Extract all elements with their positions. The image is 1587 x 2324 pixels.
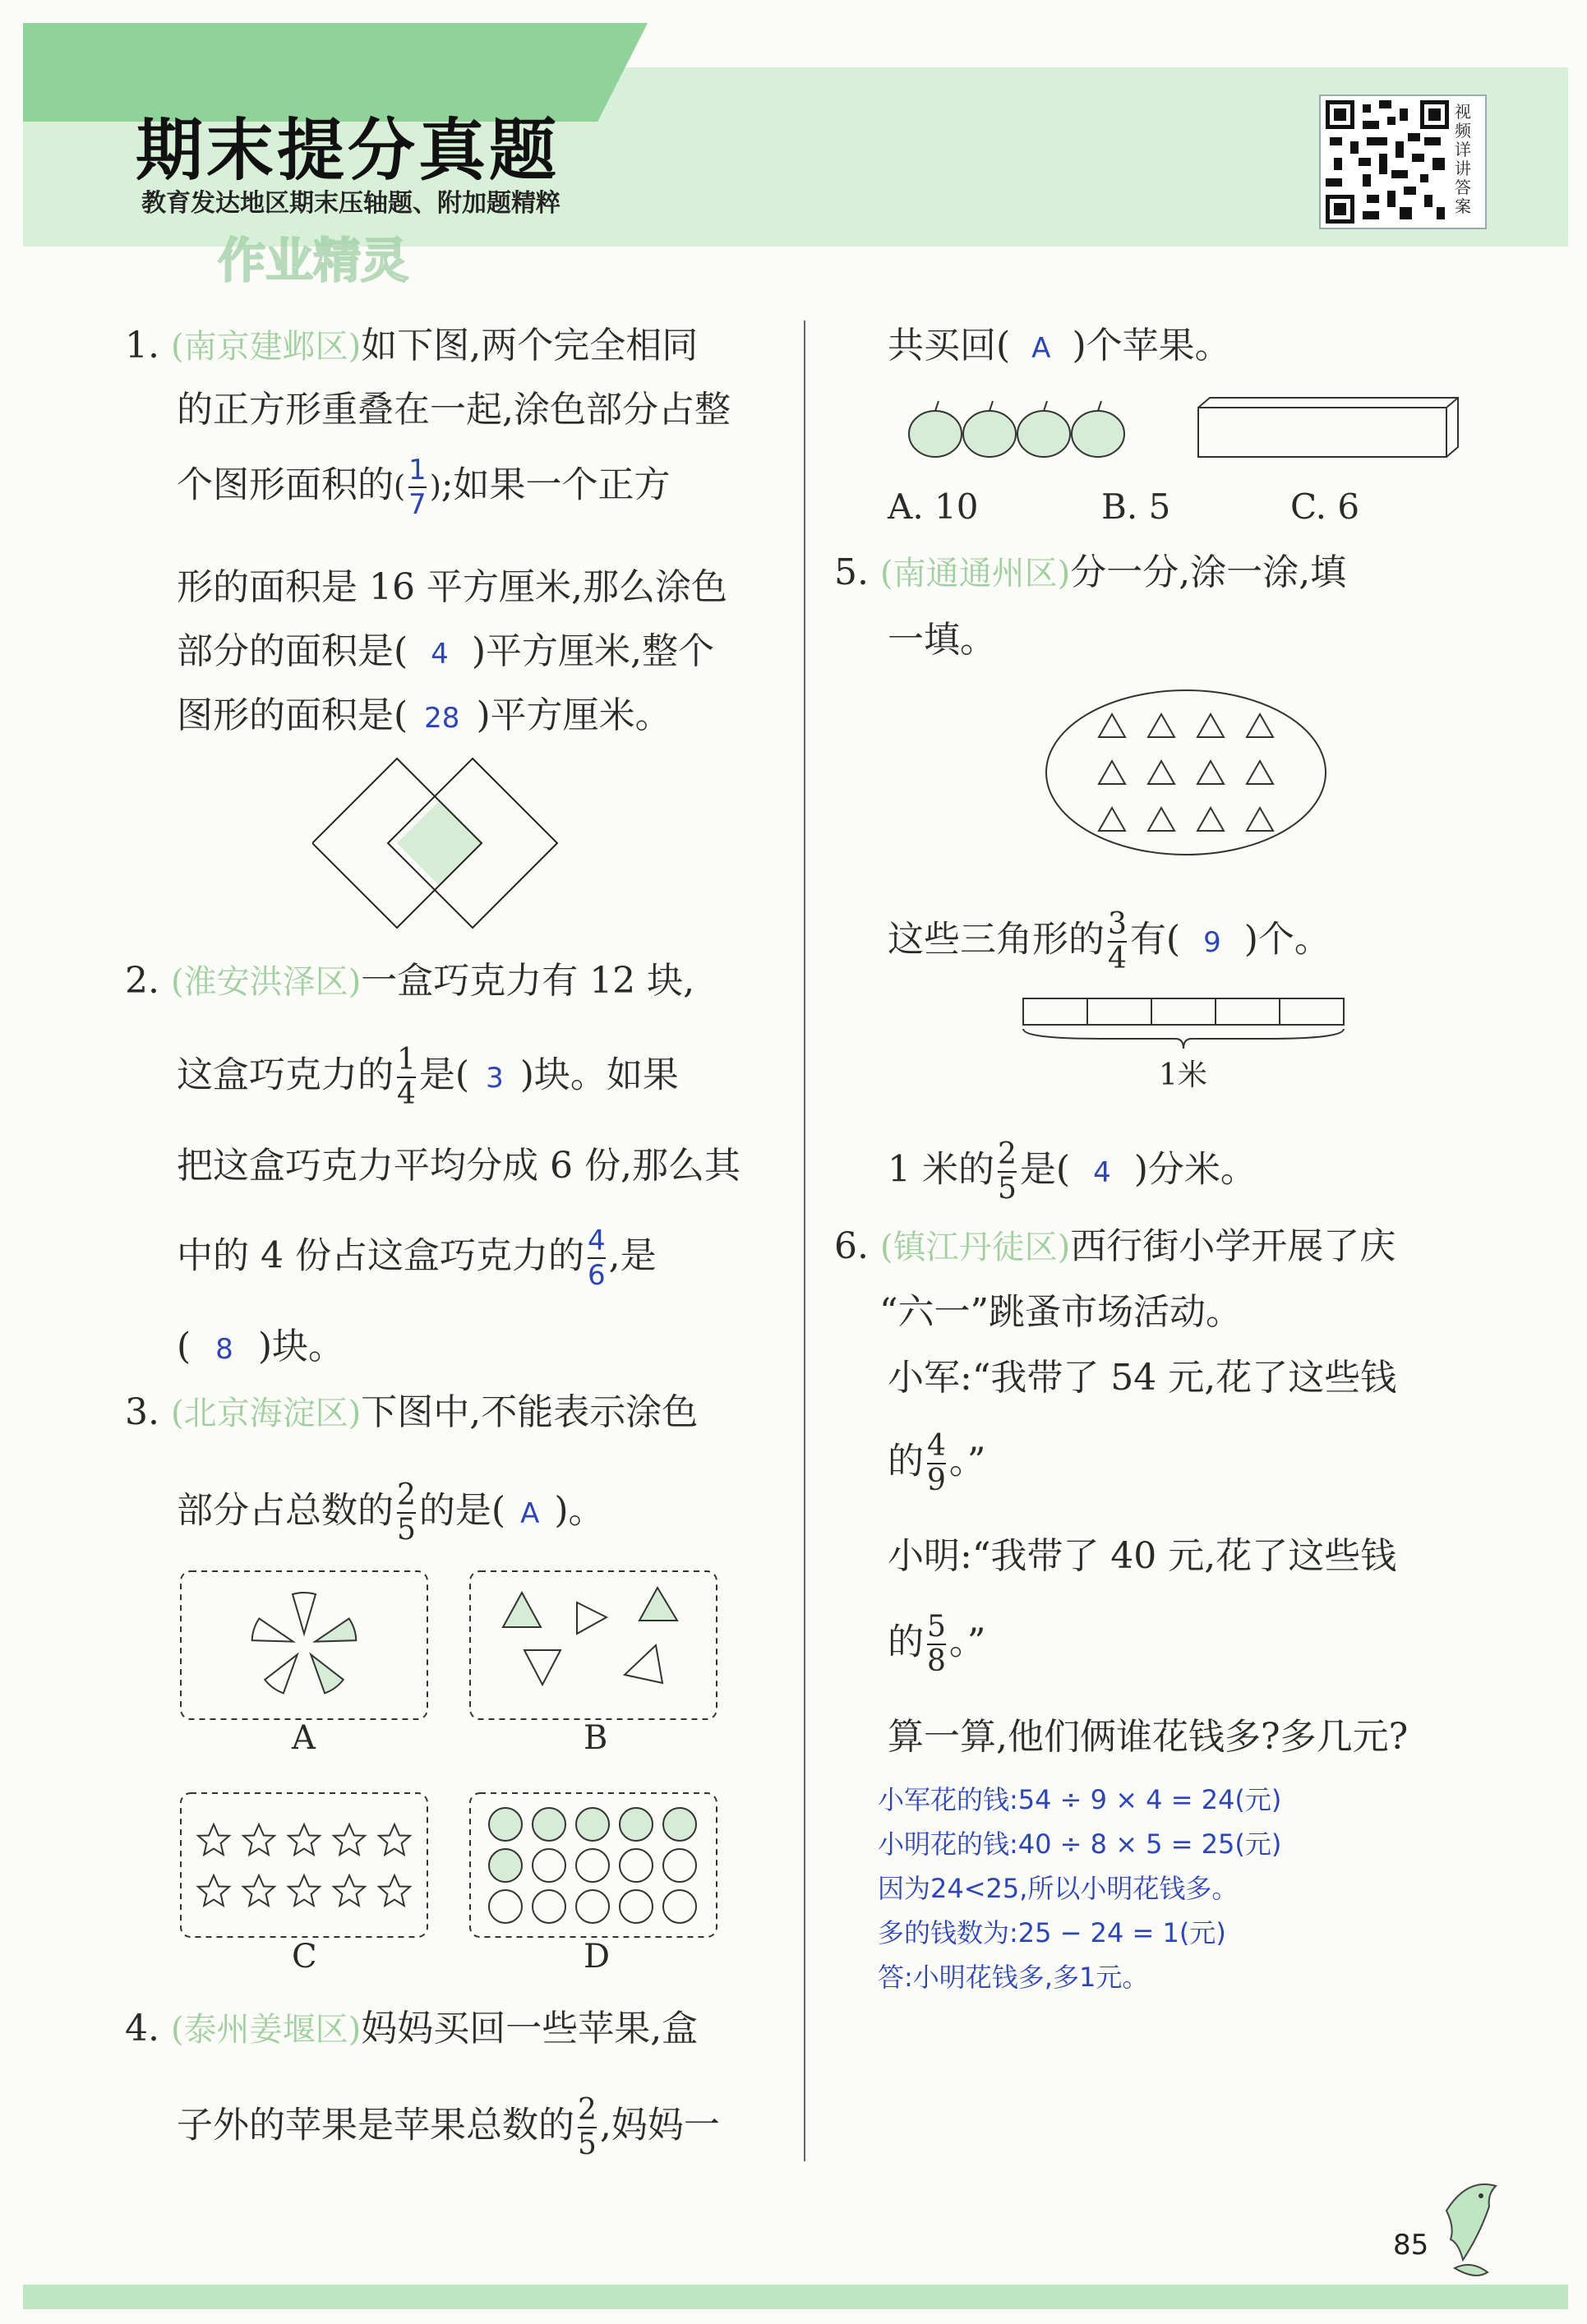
- q1-line2: 的正方形重叠在一起,涂色部分占整: [177, 389, 731, 431]
- q1-text-5b: )平方厘米,整个: [471, 630, 714, 672]
- page-title: 期末提分真题: [136, 112, 561, 190]
- q1-fraction-answer: [408, 454, 427, 521]
- q1-answer-area: 4: [431, 638, 449, 671]
- q4-number: 4.: [125, 2008, 159, 2050]
- q2-frac-ans-num: 4: [587, 1224, 606, 1257]
- q5-text-1: 分一分,涂一涂,填: [1070, 551, 1347, 593]
- q5-frac2-num: 2: [997, 1137, 1017, 1171]
- q6-line3: 小军:“我带了 54 元,花了这些钱: [888, 1357, 1397, 1399]
- q6-line6: [888, 1611, 985, 1678]
- q2-text-2a: 这盒巧克力的: [177, 1054, 394, 1096]
- q3-frac-den: 5: [397, 1513, 416, 1547]
- q2-source: (淮安洪泽区): [170, 963, 362, 1001]
- q1-text-3b: ;如果一个正方: [441, 463, 671, 506]
- q2-line3: 把这盒巧克力平均分成 6 份,那么其: [177, 1145, 740, 1187]
- q5-meter-bar-figure: [1019, 994, 1348, 1052]
- watermark: 作业精灵: [218, 233, 409, 288]
- q3-option-c-label: C: [292, 1938, 317, 1976]
- q3-answer: A: [520, 1496, 540, 1530]
- q2-line1: [125, 957, 694, 1006]
- q6-solution-line-3: 因为24<25,所以小明花钱多。: [878, 1873, 1239, 1904]
- q3-option-b-figure: [468, 1570, 719, 1722]
- q5-number: 5.: [834, 551, 869, 593]
- q6-solution-line-4: 多的钱数为:25 − 24 = 1(元): [878, 1917, 1226, 1948]
- q5-line4: [888, 1138, 1257, 1206]
- q1-line4: 形的面积是 16 平方厘米,那么涂色: [177, 566, 727, 608]
- q6-text-4b: 。”: [948, 1440, 986, 1482]
- q5-source: (南通通州区): [879, 555, 1071, 593]
- q3-source: (北京海淀区): [170, 1395, 362, 1432]
- q2-text-5a: (: [177, 1326, 191, 1367]
- q1-number: 1.: [125, 325, 159, 367]
- q1-text-6a: 图形的面积是(: [177, 694, 408, 736]
- q1-source: (南京建邺区): [170, 328, 362, 366]
- q4-answer: A: [1031, 332, 1051, 365]
- q4-text-3a: 共买回(: [888, 325, 1011, 367]
- q2-text-1: 一盒巧克力有 12 块,: [361, 960, 695, 1002]
- q6-text-6b: 。”: [948, 1621, 986, 1663]
- q2-number: 2.: [125, 960, 159, 1002]
- q2-line2: [177, 1044, 679, 1111]
- q1-line3: 个图形面积的( $\frac{1}{7}$ );如果一个正方: [177, 454, 671, 521]
- q3-fraction: [397, 1479, 416, 1547]
- q2-text-5b: )块。: [257, 1326, 344, 1367]
- q6-text-4a: 的: [888, 1440, 924, 1482]
- q3-option-a-figure: [179, 1570, 430, 1722]
- q6-text-6a: 的: [888, 1621, 924, 1663]
- q6-number: 6.: [834, 1225, 869, 1267]
- q2-fraction-answer: [588, 1224, 606, 1292]
- q1-answer-total: 28: [424, 702, 460, 735]
- q5-frac1-den: 4: [1108, 942, 1127, 975]
- q2-text-2b: 是(: [418, 1054, 470, 1096]
- q5-text-3b: 有(: [1129, 918, 1181, 961]
- q3-option-c-figure: [179, 1791, 430, 1939]
- dolphin-icon: [1430, 2161, 1512, 2285]
- q2-text-4b: ,是: [608, 1234, 657, 1277]
- q5-frac2-den: 5: [997, 1172, 1017, 1206]
- q3-option-b-label: B: [584, 1719, 608, 1757]
- q6-solution-line-5: 答:小明花钱多,多1元。: [878, 1962, 1149, 1993]
- q5-answer-1: 9: [1203, 925, 1221, 959]
- q5-line1: [834, 549, 1346, 597]
- q2-answer-1: 3: [486, 1061, 504, 1095]
- q5-triangles-oval-figure: [1042, 686, 1330, 859]
- q6-fraction-1: [927, 1430, 946, 1497]
- q6-source: (镇江丹徒区): [879, 1229, 1071, 1266]
- q6-line4: [888, 1430, 985, 1497]
- q4-apples-box-figure: [904, 394, 1479, 460]
- page-number: 85: [1393, 2229, 1429, 2262]
- q6-frac1-num: 4: [927, 1429, 946, 1463]
- q3-option-d-label: D: [584, 1938, 611, 1976]
- q1-text-1: 如下图,两个完全相同: [361, 325, 699, 367]
- q6-solution-line-2: 小明花的钱:40 ÷ 8 × 5 = 25(元): [878, 1828, 1282, 1860]
- q1-frac-num: 1: [408, 454, 427, 486]
- q2-fraction: [397, 1044, 416, 1111]
- q1-text-6b: )平方厘米。: [476, 694, 671, 736]
- q2-answer-3: 8: [215, 1333, 233, 1366]
- q6-solution-line-1: 小军花的钱:54 ÷ 9 × 4 = 24(元): [878, 1784, 1282, 1815]
- q4-option-c: C. 6: [1290, 486, 1360, 527]
- q4-option-a: A. 10: [888, 486, 979, 527]
- q6-fraction-2: [927, 1611, 946, 1678]
- q4-option-b: B. 5: [1101, 486, 1171, 527]
- q3-option-d-figure: [468, 1791, 719, 1939]
- q2-text-4a: 中的 4 份占这盒巧克力的: [177, 1234, 584, 1277]
- footer-band: [23, 2285, 1568, 2309]
- q6-line5: 小明:“我带了 40 元,花了这些钱: [888, 1535, 1397, 1577]
- q6-line2: “六一”跳蚤市场活动。: [879, 1291, 1242, 1333]
- q6-frac2-den: 8: [927, 1644, 946, 1678]
- q1-text-5a: 部分的面积是(: [177, 630, 408, 672]
- q4-frac-den: 5: [578, 2128, 597, 2161]
- q2-frac-ans-den: 6: [587, 1259, 606, 1292]
- q1-shaded-region: [397, 800, 482, 886]
- q5-text-4a: 1 米的: [888, 1148, 994, 1191]
- q5-text-3a: 这些三角形的: [888, 918, 1105, 961]
- q4-frac-num: 2: [578, 2093, 597, 2127]
- q3-text-2c: )。: [554, 1489, 605, 1532]
- q5-answer-2: 4: [1093, 1155, 1111, 1189]
- q4-line2: [177, 2094, 720, 2161]
- column-divider: [804, 320, 805, 2161]
- q1-overlapping-squares-figure: [312, 756, 559, 933]
- q5-meter-label: 1米: [1159, 1058, 1207, 1092]
- q3-line2: [177, 1479, 605, 1547]
- q2-frac-den: 4: [397, 1077, 416, 1111]
- q3-text-1: 下图中,不能表示涂色: [361, 1391, 699, 1433]
- q2-line4: [177, 1224, 657, 1292]
- q5-text-4b: 是(: [1019, 1148, 1071, 1191]
- q4-source: (泰州姜堰区): [170, 2011, 362, 2049]
- q4-text-3b: )个苹果。: [1072, 325, 1231, 367]
- q3-frac-num: 2: [397, 1478, 416, 1512]
- q5-fraction-2: [998, 1138, 1017, 1206]
- q3-text-2a: 部分占总数的: [177, 1489, 394, 1532]
- q6-line1: [834, 1223, 1396, 1271]
- q2-line5: [177, 1323, 344, 1373]
- q5-text-3c: )个。: [1243, 918, 1331, 961]
- page-subtitle: 教育发达地区期末压轴题、附加题精粹: [141, 189, 561, 218]
- q4-fraction: [578, 2094, 597, 2161]
- q4-line1: [125, 2005, 698, 2054]
- q5-line2: 一填。: [888, 619, 996, 661]
- q2-text-2c: )块。如果: [519, 1054, 679, 1096]
- q5-frac1-num: 3: [1108, 907, 1127, 941]
- q4-line3: [888, 322, 1231, 372]
- q2-frac-num: 1: [397, 1043, 416, 1077]
- q4-text-2a: 子外的苹果是苹果总数的: [177, 2104, 574, 2146]
- q6-solution: [878, 1778, 1281, 1999]
- q5-text-4c: )分米。: [1133, 1148, 1257, 1191]
- qr-label: 视频详讲答案: [1455, 102, 1471, 216]
- q3-text-2b: 的是(: [418, 1489, 506, 1532]
- q3-line1: [125, 1389, 698, 1437]
- q6-frac1-den: 9: [927, 1464, 946, 1497]
- q4-text-2b: ,妈妈一: [599, 2104, 720, 2146]
- q4-text-1: 妈妈买回一些苹果,盒: [361, 2008, 699, 2050]
- q5-line3: [888, 908, 1331, 975]
- q1-line5: [177, 628, 714, 678]
- q3-number: 3.: [125, 1391, 159, 1433]
- q1-frac-den: 7: [408, 488, 427, 521]
- q1-text-3a: 个图形面积的: [177, 463, 394, 506]
- q5-fraction-1: [1108, 908, 1127, 975]
- q6-line7: 算一算,他们俩谁花钱多?多几元?: [888, 1716, 1409, 1758]
- q6-frac2-num: 5: [927, 1610, 946, 1644]
- q6-text-1: 西行街小学开展了庆: [1070, 1225, 1396, 1267]
- q3-option-a-label: A: [292, 1719, 316, 1757]
- q1-line1: [125, 322, 698, 371]
- q1-line6: [177, 692, 671, 742]
